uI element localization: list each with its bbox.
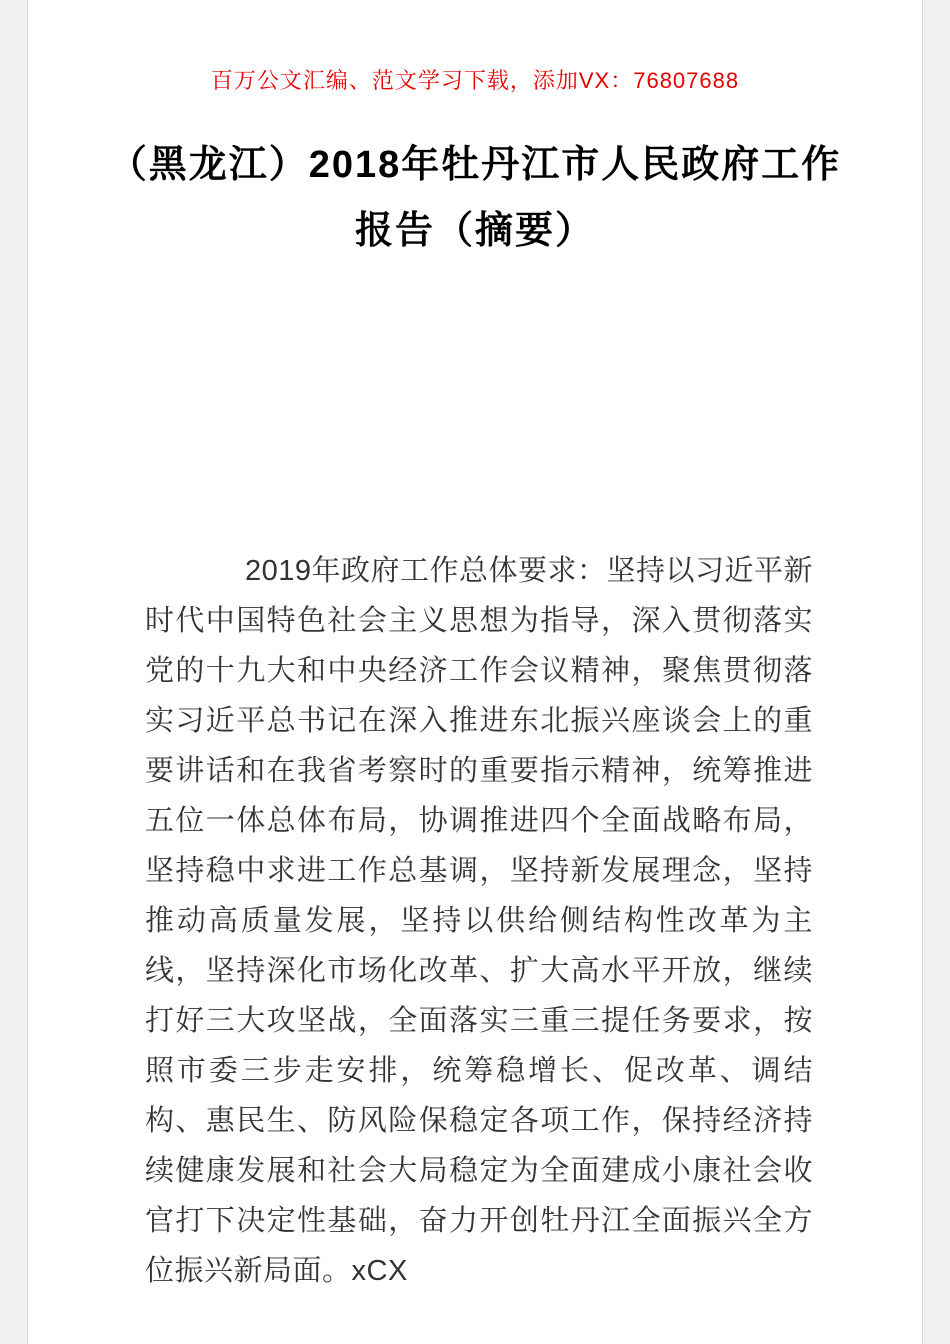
body-paragraph: 2019年政府工作总体要求：坚持以习近平新时代中国特色社会主义思想为指导，深入贯彻落实党的十九大和中央经济工作会议精神，聚焦贯彻落实习近平总书记在深入推进东北振兴座谈会上的重要讲话和在我省考察时的重要指示精神，统筹推进五位一体总体布局，协调推进四个全面战略布局，坚持稳中求进工作总基调，坚持新发展理念，坚持推动高质量发展，坚持以供给侧结构性改革为主线，坚持深化市场化改革、扩大高水平开放，继续打好三大攻坚战，全面落实三重三提任务要求，按照市委三步走安排，统筹稳增长、促改革、调结构、惠民生、防风险保稳定各项工作，保持经济持续健康发展和社会大局稳定为全面建成小康社会收官打下决定性基础，奋力开创牡丹江全面振兴全方位振兴新局面。xCX <box>145 555 814 1287</box>
document-title-line-1: （黑龙江）2018年牡丹江市人民政府工作 <box>108 144 842 186</box>
document-title-line-2: 报告（摘要） <box>354 210 595 252</box>
document-title <box>68 132 882 264</box>
promo-header-text: 百万公文汇编、范文学习下载，添加VX：76807688 <box>210 68 740 93</box>
document-page <box>27 0 923 1344</box>
